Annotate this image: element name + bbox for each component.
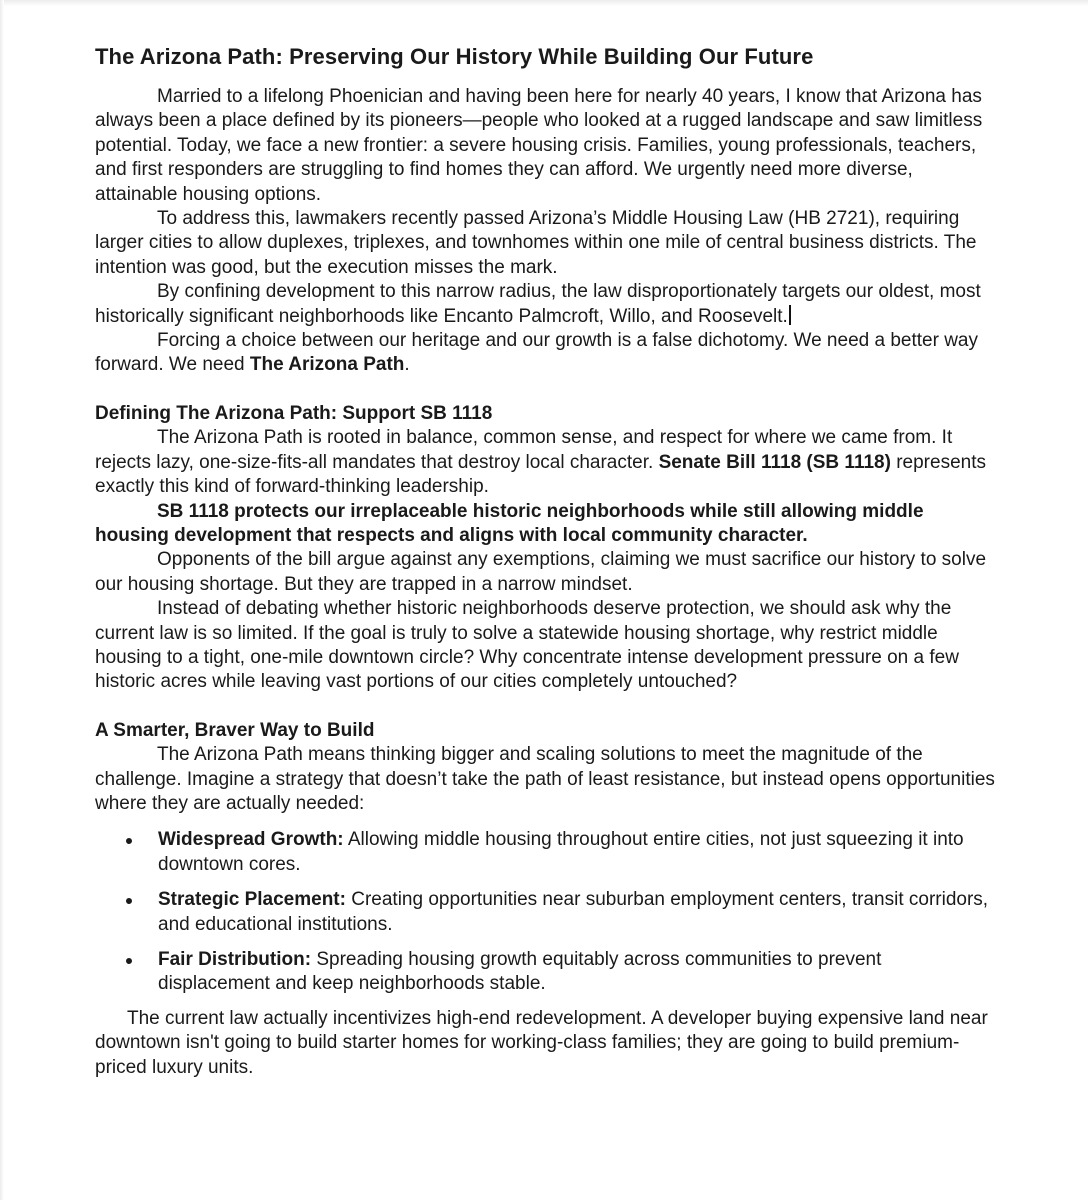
closing-paragraph: The current law actually incentivizes high-end redevelopment. A developer buying expensive land near downtown isn't going to build starter homes for working-class families; they are going to build premium-priced luxury units. <box>95 1007 988 1078</box>
text-cursor <box>789 305 791 325</box>
arizona-path-emphasis: The Arizona Path <box>249 354 405 376</box>
document-title: The Arizona Path: Preserving Our History While Building Our Future <box>95 44 814 69</box>
bullet-icon <box>126 958 132 964</box>
list-item <box>95 948 995 997</box>
bullet-label: Widespread Growth: <box>158 829 344 851</box>
section1-paragraph-1 <box>95 426 995 499</box>
list-item <box>95 888 995 937</box>
section1-paragraph-3: Opponents of the bill argue against any exemptions, claiming we must sacrifice our history to solve our housing shortage. But they are trapped in a narrow mindset. <box>95 549 987 595</box>
intro-paragraph-3 <box>95 280 995 329</box>
bullet-label: Strategic Placement: <box>158 889 346 911</box>
section1-bold-statement: SB 1118 protects our irreplaceable historic neighborhoods while still allowing middle housing development that respects and aligns with local community character. <box>95 500 924 546</box>
page-top-edge <box>0 0 1088 6</box>
section1-paragraph-1-end: represents exactly this kind of forward-thinking leadership. <box>95 451 986 498</box>
section1-paragraph-1-text: The Arizona Path is rooted in balance, common sense, and respect for where we came from. It rejects lazy, one-size-fits-all mandates that destroy local character. <box>95 427 953 473</box>
document-body <box>95 42 995 1080</box>
bullet-text: Creating opportunities near suburban employment centers, transit corridors, and educational institutions. <box>158 889 989 935</box>
bullet-icon <box>126 898 132 904</box>
bullet-text: Allowing middle housing throughout entire cities, not just squeezing it into downtown cores. <box>158 829 964 875</box>
intro-paragraph-1: Married to a lifelong Phoenician and having been here for nearly 40 years, I know that Arizona has always been a place defined by its pioneers—people who looked at a rugged landscape and saw limitless potential. Today, we face a new frontier: a severe housing crisis. Families, young professionals, teachers, and first responders are struggling to find homes they can afford. We urgently need more diverse, attainable housing options. <box>95 86 983 205</box>
bullet-text: Spreading housing growth equitably across communities to prevent displacement and keep neighborhoods stable. <box>158 949 882 995</box>
section1-paragraph-4: Instead of debating whether historic neighborhoods deserve protection, we should ask why the current law is so limited. If the goal is truly to solve a statewide housing shortage, why restrict middle housing to a tight, one-mile downtown circle? Why concentrate intense development pressure on a few historic acres while leaving vast portions of our cities completely untouched? <box>95 598 959 693</box>
page-left-edge <box>0 0 4 1200</box>
section-heading-smarter-way: A Smarter, Braver Way to Build <box>95 719 375 741</box>
intro-paragraph-3-text: By confining development to this narrow radius, the law disproportionately targets our oldest, most historically significant neighborhoods like Encanto Palmcroft, Willo, and Roosevelt. <box>95 281 981 327</box>
list-item <box>95 828 995 877</box>
bullet-list <box>95 828 995 996</box>
intro-paragraph-2: To address this, lawmakers recently passed Arizona’s Middle Housing Law (HB 2721), requiring larger cities to allow duplexes, triplexes, and townhomes within one mile of central business districts. The intention was good, but the execution misses the mark. <box>95 208 977 278</box>
sb1118-emphasis: Senate Bill 1118 (SB 1118) <box>658 451 891 473</box>
intro-paragraph-4-text: Forcing a choice between our heritage and our growth is a false dichotomy. We need a better way forward. We need <box>95 330 978 376</box>
section-heading-support-sb1118: Defining The Arizona Path: Support SB 1118 <box>95 402 493 424</box>
intro-paragraph-4-end: . <box>404 354 410 376</box>
intro-paragraph-4 <box>95 329 995 378</box>
bullet-icon <box>126 838 132 844</box>
bullet-label: Fair Distribution: <box>158 949 312 970</box>
section2-paragraph-1: The Arizona Path means thinking bigger and scaling solutions to meet the magnitude of the challenge. Imagine a strategy that doesn’t take the path of least resistance, but instead opens opportunities where they are actually needed: <box>95 744 995 814</box>
